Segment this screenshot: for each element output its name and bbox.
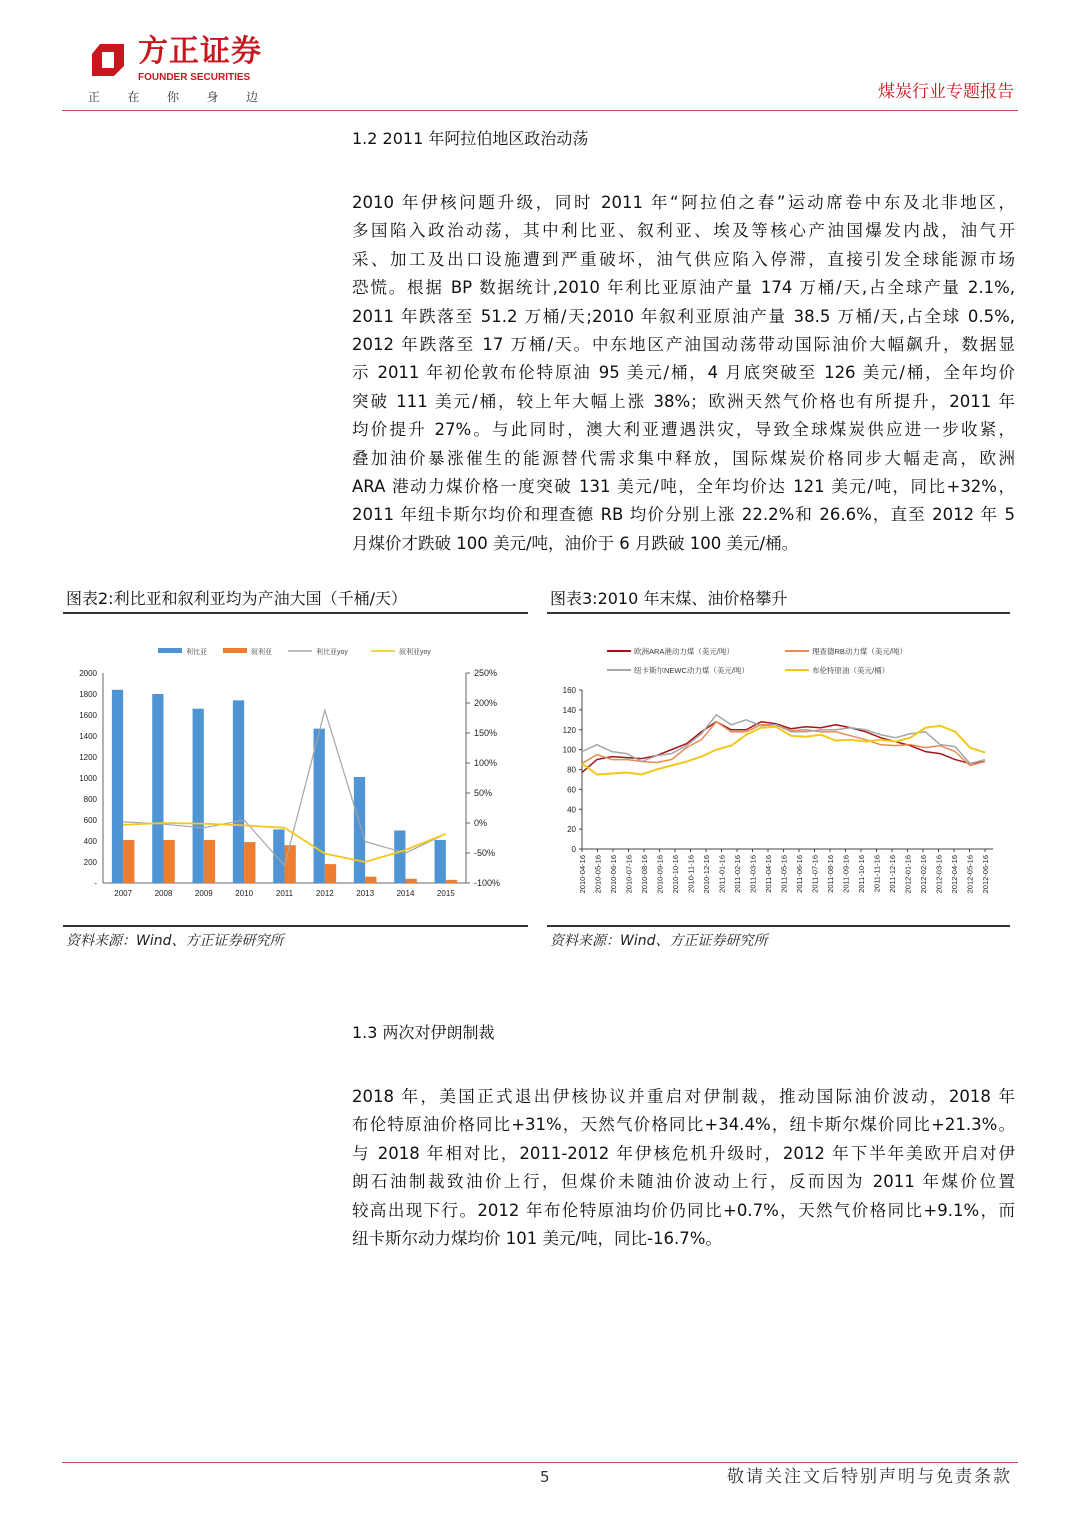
figure-source: 资料来源：Wind、方正证券研究所 [550, 933, 768, 949]
x-tick-label: 2012-03-16 [934, 855, 944, 894]
x-tick-label: 2011-12-16 [888, 855, 897, 893]
y-tick-label: 600 [83, 816, 97, 825]
y-tick-label: 0 [571, 845, 576, 854]
x-tick-label: 2010-09-16 [655, 855, 665, 894]
slogan-char: 身 [206, 90, 219, 104]
legend-label: 叙利亚yoy [399, 649, 431, 656]
bar-libya [435, 840, 446, 883]
section-heading: 1.3 两次对伊朗制裁 [352, 1023, 495, 1042]
y-tick-label: 800 [83, 795, 97, 804]
legend-label: 欧洲ARA港动力煤（美元/吨） [634, 647, 735, 656]
x-tick-label: 2012-05-16 [965, 855, 975, 894]
x-tick-label: 2010-07-16 [624, 855, 634, 894]
header-divider [62, 110, 1018, 111]
x-tick-label: 2011-08-16 [826, 855, 835, 893]
bar-libya [152, 694, 163, 883]
x-tick-label: 2009 [194, 889, 213, 898]
bar-syria [285, 845, 296, 883]
x-tick-label: 2012-01-16 [903, 855, 913, 894]
y-tick-label: 1800 [79, 690, 97, 699]
slogan-char: 在 [127, 90, 140, 104]
paragraph-line: 2011 年纽卡斯尔均价和理查德 RB 均价分别上涨 22.2%和 26.6%，直至 2012 年 5 [352, 505, 1015, 525]
x-tick-label: 2008 [154, 889, 173, 898]
x-tick-label: 2010-08-16 [640, 855, 649, 894]
x-tick-label: 2015 [436, 889, 455, 898]
paragraph-line: 较高出现下行。2012 年布伦特原油均价仍同比+0.7%，天然气价格同比+9.1%，而 [352, 1200, 1015, 1220]
paragraph-line: 纽卡斯尔动力煤均价 101 美元/吨，同比-16.7%。 [352, 1229, 722, 1249]
bar-syria [365, 877, 376, 883]
price-line [582, 726, 985, 775]
x-tick-label: 2013 [356, 889, 375, 898]
x-tick-label: 2010-12-16 [702, 855, 711, 894]
figure-rule [63, 612, 528, 614]
bar-libya [273, 829, 284, 883]
bar-syria [164, 840, 175, 883]
logo-english: FOUNDER SECURITIES [138, 72, 251, 83]
body-paragraph [352, 1083, 1015, 1253]
paragraph-line: 采、加工及出口设施遭到严重破坏，油气供应陷入停滞，直接引发全球能源市场 [352, 249, 1015, 269]
report-type: 煤炭行业专题报告 [878, 82, 1014, 102]
paragraph-line: 2010 年伊核问题升级，同时 2011 年“阿拉伯之春”运动席卷中东及北非地区， [352, 193, 1015, 212]
y-tick-label: 2000 [79, 669, 97, 678]
y2-tick-label: 150% [474, 728, 498, 738]
figure-rule [547, 612, 1010, 614]
founder-logo-icon [90, 42, 126, 78]
x-tick-label: 2011-05-16 [779, 855, 789, 893]
legend-label: 叙利亚 [251, 649, 272, 656]
bar-syria [446, 880, 457, 883]
bar-syria [123, 840, 134, 883]
y-tick-label: 60 [567, 785, 576, 795]
x-tick-label: 2012-02-16 [919, 855, 928, 894]
figure-source: 资料来源：Wind、方正证券研究所 [66, 933, 284, 949]
x-tick-label: 2010-11-16 [686, 855, 696, 893]
footer-divider [62, 1462, 1018, 1463]
y-tick-label: 140 [562, 705, 576, 715]
x-tick-label: 2011-01-16 [717, 855, 727, 893]
x-tick-label: 2012 [315, 889, 334, 898]
figure-rule [547, 925, 1010, 927]
y-tick-label: 1200 [79, 753, 97, 762]
y2-tick-label: 250% [474, 668, 498, 678]
figure-title: 图表3:2010 年末煤、油价格攀升 [550, 589, 788, 608]
paragraph-line: ARA 港动力煤价格一度突破 131 美元/吨，全年均价达 121 美元/吨，同比+32%， [352, 477, 1015, 497]
bar-libya [314, 729, 325, 883]
y2-tick-label: -50% [474, 848, 496, 858]
y-tick-label: 1000 [79, 774, 97, 783]
x-tick-label: 2012-04-16 [950, 855, 959, 894]
paragraph-line: 示 2011 年初伦敦布伦特原油 95 美元/桶，4 月底突破至 126 美元/桶，全年均价 [352, 363, 1015, 383]
y-tick-label: 120 [562, 725, 576, 735]
x-tick-label: 2010-04-16 [578, 855, 587, 894]
y2-tick-label: 0% [474, 818, 488, 828]
bar-libya [193, 709, 204, 883]
paragraph-line: 2018 年，美国正式退出伊核协议并重启对伊制裁，推动国际油价波动，2018 年 [352, 1087, 1015, 1106]
bar-libya [233, 700, 244, 883]
legend-label: 布伦特原油（美元/桶） [812, 666, 890, 675]
bar-libya [112, 690, 123, 883]
slogan-char: 边 [245, 90, 258, 104]
paragraph-line: 2012 年跌落至 17 万桶/天。中东地区产油国动荡带动国际油价大幅飙升，数据显 [352, 335, 1015, 355]
y2-tick-label: 50% [474, 788, 493, 798]
y-tick-label: 400 [83, 837, 97, 846]
paragraph-line: 布伦特原油价格同比+31%，天然气价格同比+34.4%，纽卡斯尔煤价同比+21.3%。 [352, 1115, 1015, 1135]
paragraph-line: 均价提升 27%。与此同时，澳大利亚遭遇洪灾，导致全球煤炭供应进一步收紧， [352, 420, 1015, 440]
bar-libya [354, 777, 365, 883]
body-paragraph [352, 189, 1015, 558]
y-tick-label: 160 [562, 686, 576, 695]
x-tick-label: 2011-10-16 [857, 855, 866, 893]
figure-rule [63, 925, 528, 927]
paragraph-line: 叠加油价暴涨催生的能源替代需求集中释放，国际煤炭价格同步大幅走高，欧洲 [352, 448, 1015, 468]
legend-swatch [223, 648, 247, 653]
legend-label: 利比亚yoy [316, 649, 348, 656]
x-tick-label: 2011-03-16 [748, 855, 758, 893]
y2-tick-label: 100% [474, 758, 498, 768]
paragraph-line: 突破 111 美元/桶，较上年大幅上涨 38%；欧洲天然气价格也有所提升，2011 年 [352, 391, 1015, 411]
y-tick-label: 100 [562, 745, 576, 755]
paragraph-line: 朗石油制裁致油价上行，但煤价未随油价波动上行，反而因为 2011 年煤价位置 [352, 1172, 1015, 1192]
slogan-char: 正 [88, 90, 101, 104]
bar-syria [325, 864, 336, 883]
section-heading: 1.2 2011 年阿拉伯地区政治动荡 [352, 129, 589, 148]
paragraph-line: 多国陷入政治动荡，其中利比亚、叙利亚、埃及等核心产油国爆发内战，油气开 [352, 221, 1015, 241]
x-tick-label: 2014 [396, 889, 415, 898]
x-tick-label: 2011-02-16 [733, 855, 742, 893]
paragraph-line: 月煤价才跌破 100 美元/吨，油价于 6 月跌破 100 美元/桶。 [352, 533, 799, 553]
y-tick-label: 1600 [79, 711, 97, 720]
price-line [582, 715, 985, 764]
bar-syria [204, 840, 215, 883]
y-tick-label: 80 [567, 765, 576, 775]
coal-oil-price-chart [547, 630, 1012, 910]
x-tick-label: 2011 [275, 889, 294, 898]
x-tick-label: 2012-06-16 [981, 855, 990, 894]
x-tick-label: 2010-10-16 [671, 855, 680, 894]
slogan [88, 90, 258, 104]
x-tick-label: 2010 [235, 889, 254, 898]
x-tick-label: 2011-11-16 [872, 855, 882, 893]
legend-label: 利比亚 [186, 649, 207, 656]
logo-text: 方正证券 [138, 34, 262, 69]
bar-syria [244, 842, 255, 883]
page-number: 5 [540, 1468, 550, 1486]
y2-tick-label: 200% [474, 698, 498, 708]
bar-libya [394, 831, 405, 884]
x-tick-label: 2010-06-16 [609, 855, 618, 894]
x-tick-label: 2010-05-16 [593, 855, 603, 894]
disclaimer-link[interactable]: 敬请关注文后特别声明与免责条款 [727, 1467, 1012, 1487]
legend-swatch [158, 648, 182, 653]
x-tick-label: 2007 [114, 889, 133, 898]
legend-label: 理查德RB动力煤（美元/吨） [812, 647, 908, 656]
bar-syria [406, 879, 417, 883]
figure-title: 图表2:利比亚和叙利亚均为产油大国（千桶/天） [66, 589, 407, 608]
oil-production-chart [63, 630, 528, 910]
paragraph-line: 2011 年跌落至 51.2 万桶/天;2010 年叙利亚原油产量 38.5 万桶/天,占全球 0.5%, [352, 306, 1015, 326]
paragraph-line: 与 2018 年相对比，2011-2012 年伊核危机升级时，2012 年下半年美欧开启对伊 [352, 1143, 1015, 1163]
y-tick-label: 200 [83, 858, 97, 867]
slogan-char: 你 [166, 90, 179, 104]
x-tick-label: 2011-07-16 [810, 855, 820, 893]
y-tick-label: - [94, 879, 97, 888]
y-tick-label: 1400 [79, 732, 97, 741]
x-tick-label: 2011-04-16 [764, 855, 773, 893]
x-tick-label: 2011-06-16 [795, 855, 804, 893]
legend-label: 纽卡斯尔NEWC动力煤（美元/吨） [634, 666, 749, 675]
y-tick-label: 20 [567, 825, 576, 835]
x-tick-label: 2011-09-16 [841, 855, 851, 893]
paragraph-line: 恐慌。根据 BP 数据统计,2010 年利比亚原油产量 174 万桶/天,占全球产量 2.1%, [352, 278, 1015, 298]
y-tick-label: 40 [567, 805, 576, 815]
y2-tick-label: -100% [474, 878, 501, 888]
